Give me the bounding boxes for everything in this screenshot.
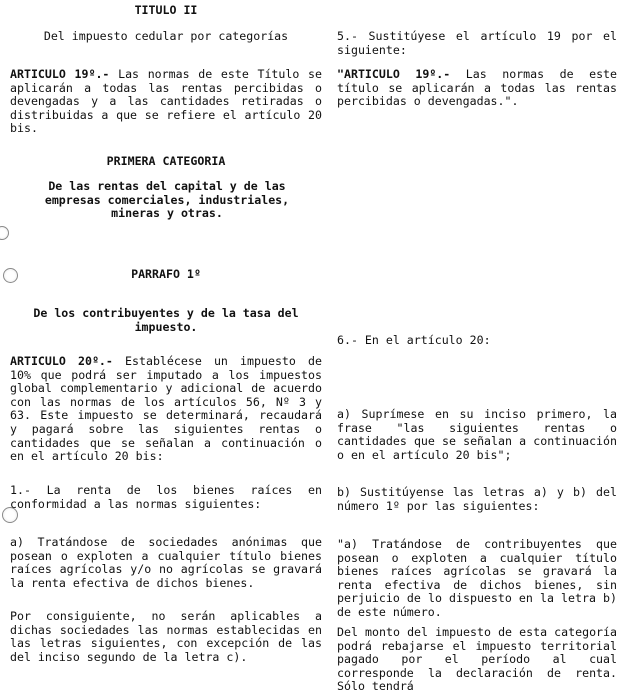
- point-6-paragraph: 6.- En el artículo 20:: [337, 333, 491, 347]
- new-article-19-paragraph: [337, 68, 617, 109]
- new-article-19-heading: "ARTICULO 19º.-: [337, 67, 451, 81]
- category-subtitle: De las rentas del capital y de las empresas comerciales, industriales, mineras y otras.: [44, 179, 290, 221]
- title-heading: TITULO II: [134, 3, 198, 17]
- article-19-heading: ARTICULO 19º.-: [10, 67, 110, 81]
- article-20-heading: ARTICULO 20º.-: [10, 354, 113, 368]
- article-20-paragraph: [10, 355, 322, 464]
- consequently-paragraph: Por consiguiente, no serán aplicables a dichas sociedades las normas establecidas en las letras siguientes, con excepción de las del inciso segundo de la letra c).: [10, 609, 322, 664]
- article-20-text: Establécese un impuesto de 10% que podrá ser imputado a los impuestos global complementario y adicional de acuerdo con las normas de los artículos 56, Nº 3 y 63. Este impuesto se determinará, recaudará y pagará sobre las siguientes rentas o cantidades que se señalan a continuación o en el artículo 20 bis:: [10, 354, 322, 464]
- article-19-text: Las normas de este Título se aplicarán a todas las rentas percibidas o devengadas y a las cantidades retiradas o distribuidas a que se refiere el artículo 20 bis.: [10, 67, 322, 136]
- new-article-19-text: Las normas de este título se aplicarán a todas las rentas percibidas o devengadas.".: [337, 67, 618, 109]
- del-monto-paragraph: Del monto del impuesto de esta categoría podrá rebajarse el impuesto territorial pagado por el período al cual corresponde la declaración de renta. Sólo tendrá: [337, 625, 617, 694]
- item-1-paragraph: 1.- La renta de los bienes raíces en conformidad a las normas siguientes:: [10, 483, 322, 511]
- paragraph-subtitle: De los contribuyentes y de la tasa del impuesto.: [33, 306, 299, 334]
- sub-b-paragraph: b) Sustitúyense las letras a) y b) del número 1º por las siguientes:: [337, 485, 617, 513]
- item-a-paragraph: a) Tratándose de sociedades anónimas que posean o exploten a cualquier título bienes raíces agrícolas y/o no agrícolas se gravará la renta efectiva de dichos bienes.: [10, 535, 322, 590]
- title-subtitle: Del impuesto cedular por categorías: [43, 29, 289, 43]
- new-a-paragraph: "a) Tratándose de contribuyentes que posean o exploten a cualquier título bienes raíces agrícolas se gravará la renta efectiva de dichos bienes, sin perjuicio de lo dispuesto en la letra b) de este número.: [337, 537, 617, 619]
- punch-hole-mark-top: [0, 226, 9, 240]
- category-heading: PRIMERA CATEGORIA: [106, 154, 226, 168]
- paragraph-heading: PARRAFO 1º: [131, 267, 201, 281]
- article-19-paragraph: [10, 68, 322, 136]
- point-5-paragraph: 5.- Sustitúyese el artículo 19 por el siguiente:: [337, 29, 617, 57]
- sub-a-paragraph: a) Suprímese en su inciso primero, la frase "las siguientes rentas o cantidades que se señalan a continuación o en el artículo 20 bis";: [337, 407, 617, 462]
